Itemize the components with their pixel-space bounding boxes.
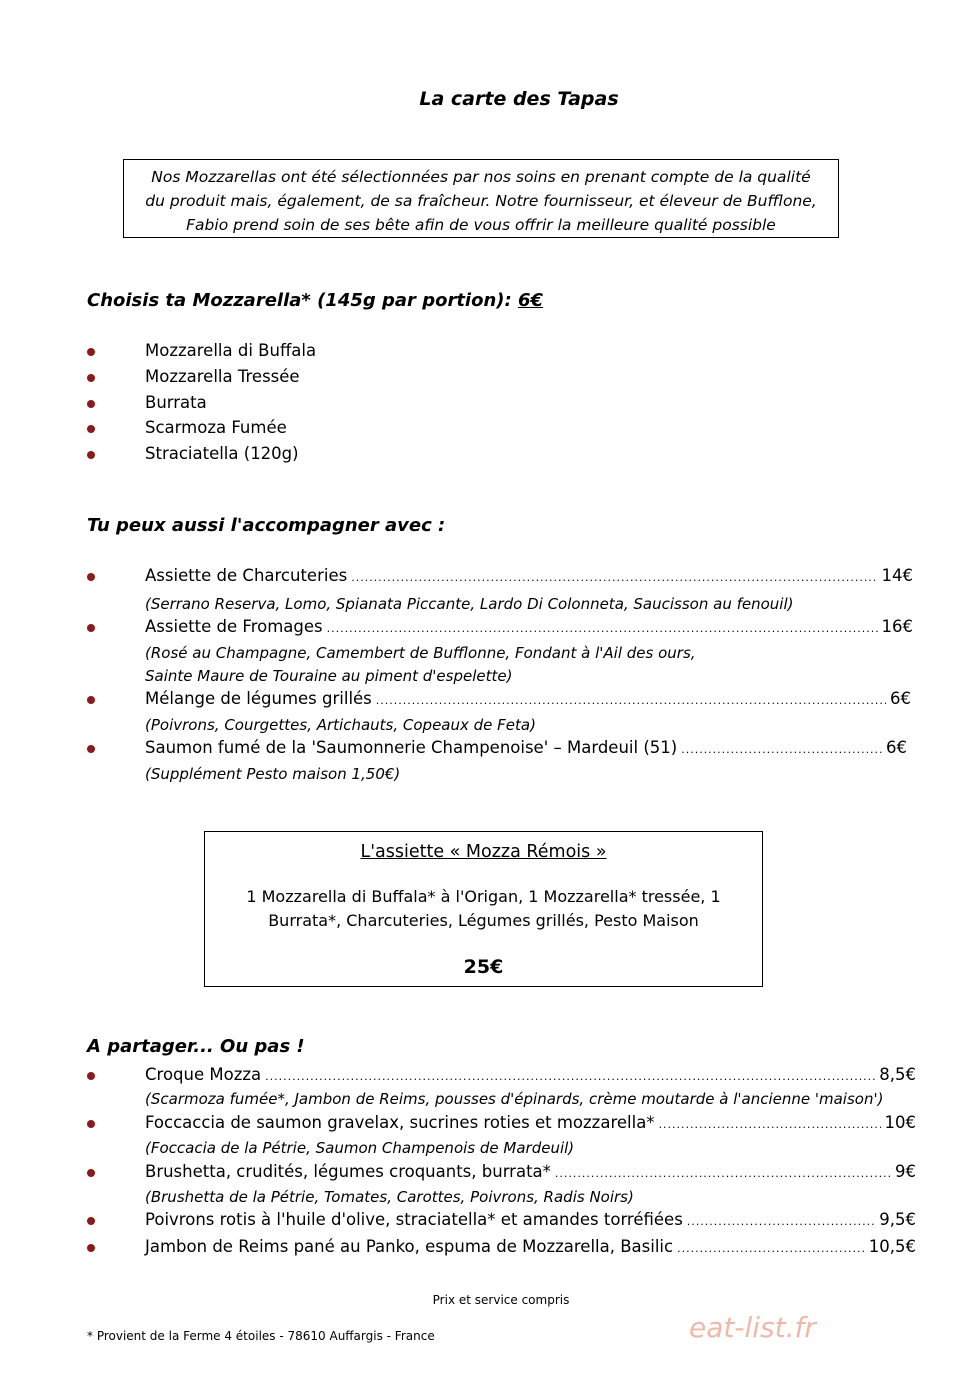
menu-item-price: 16€ bbox=[881, 617, 913, 636]
origin-footnote: * Provient de la Ferme 4 étoiles - 78610 Auffargis - France bbox=[87, 1329, 435, 1343]
menu-item-price: 10,5€ bbox=[868, 1237, 916, 1256]
menu-item-details: Sainte Maure de Touraine au piment d'espelette) bbox=[145, 667, 513, 685]
menu-item-price: 9€ bbox=[895, 1162, 916, 1181]
menu-item-legumes bbox=[145, 689, 911, 708]
leader-dots bbox=[687, 1215, 875, 1228]
combo-description bbox=[205, 885, 762, 933]
menu-item-details: (Scarmoza fumée*, Jambon de Reims, pousses d'épinards, crème moutarde à l'ancienne 'maison') bbox=[145, 1090, 884, 1108]
menu-item-foccaccia bbox=[145, 1113, 916, 1132]
menu-item-name: Croque Mozza bbox=[145, 1065, 262, 1084]
combo-title: L'assiette « Mozza Rémois » bbox=[360, 842, 607, 862]
accompagner-heading: Tu peux aussi l'accompagner avec : bbox=[87, 515, 446, 536]
menu-item-fromages bbox=[145, 617, 913, 636]
mozzarella-item: Burrata bbox=[145, 393, 207, 412]
bullet-icon bbox=[87, 573, 95, 581]
mozzarella-item: Scarmoza Fumée bbox=[145, 418, 287, 437]
bullet-icon bbox=[87, 1244, 95, 1252]
mozzarella-item: Straciatella (120g) bbox=[145, 444, 299, 463]
menu-item-price: 8,5€ bbox=[879, 1065, 916, 1084]
menu-item-name: Brushetta, crudités, légumes croquants, burrata* bbox=[145, 1162, 551, 1181]
combo-box bbox=[204, 831, 763, 987]
menu-item-price: 6€ bbox=[890, 689, 911, 708]
bullet-icon bbox=[87, 425, 95, 433]
mozzarella-heading-text: Choisis ta Mozzarella* (145g par portion): bbox=[87, 290, 512, 311]
mozzarella-item: Mozzarella di Buffala bbox=[145, 341, 317, 360]
leader-dots bbox=[555, 1167, 891, 1180]
menu-item-saumon bbox=[145, 738, 907, 757]
leader-dots bbox=[265, 1070, 875, 1083]
menu-item-details: (Rosé au Champagne, Camembert de Bufflonne, Fondant à l'Ail des ours, bbox=[145, 644, 696, 662]
page-title: La carte des Tapas bbox=[419, 88, 619, 110]
menu-item-details: (Brushetta de la Pétrie, Tomates, Carottes, Poivrons, Radis Noirs) bbox=[145, 1188, 634, 1206]
combo-desc-line: 1 Mozzarella di Buffala* à l'Origan, 1 Mozzarella* tressée, 1 bbox=[246, 887, 721, 906]
leader-dots bbox=[659, 1118, 881, 1131]
menu-item-name: Assiette de Fromages bbox=[145, 617, 323, 636]
menu-item-jambon bbox=[145, 1237, 916, 1256]
menu-item-details: (Serrano Reserva, Lomo, Spianata Piccante, Lardo Di Colonneta, Saucisson au fenouil) bbox=[145, 595, 794, 613]
leader-dots bbox=[351, 571, 877, 584]
menu-item-name: Foccaccia de saumon gravelax, sucrines roties et mozzarella* bbox=[145, 1113, 655, 1132]
combo-desc-line: Burrata*, Charcuteries, Légumes grillés, Pesto Maison bbox=[268, 911, 699, 930]
menu-item-price: 10€ bbox=[884, 1113, 916, 1132]
bullet-icon bbox=[87, 1169, 95, 1177]
bullet-icon bbox=[87, 745, 95, 753]
bullet-icon bbox=[87, 1072, 95, 1080]
menu-item-price: 9,5€ bbox=[879, 1210, 916, 1229]
menu-item-name: Poivrons rotis à l'huile d'olive, straciatella* et amandes torréfiées bbox=[145, 1210, 683, 1229]
menu-item-details: (Poivrons, Courgettes, Artichauts, Copeaux de Feta) bbox=[145, 716, 536, 734]
intro-box bbox=[123, 159, 839, 238]
mozzarella-heading bbox=[87, 290, 543, 311]
menu-item-name: Jambon de Reims pané au Panko, espuma de Mozzarella, Basilic bbox=[145, 1237, 674, 1256]
intro-line: du produit mais, également, de sa fraîcheur. Notre fournisseur, et éleveur de Bufflone, bbox=[145, 192, 817, 210]
bullet-icon bbox=[87, 400, 95, 408]
intro-line: Nos Mozzarellas ont été sélectionnées par nos soins en prenant compte de la qualité bbox=[151, 168, 811, 186]
menu-item-price: 6€ bbox=[886, 738, 907, 757]
leader-dots bbox=[376, 694, 886, 707]
bullet-icon bbox=[87, 374, 95, 382]
menu-item-price: 14€ bbox=[881, 566, 913, 585]
menu-item-name: Assiette de Charcuteries bbox=[145, 566, 348, 585]
menu-item-name: Mélange de légumes grillés bbox=[145, 689, 372, 708]
mozzarella-price: 6€ bbox=[518, 290, 544, 311]
bullet-icon bbox=[87, 1120, 95, 1128]
bullet-icon bbox=[87, 348, 95, 356]
menu-item-poivrons bbox=[145, 1210, 916, 1229]
bullet-icon bbox=[87, 451, 95, 459]
intro-line: Fabio prend soin de ses bête afin de vous offrir la meilleure qualité possible bbox=[186, 216, 776, 234]
partager-heading: A partager... Ou pas ! bbox=[87, 1036, 305, 1057]
menu-item-details: (Foccacia de la Pétrie, Saumon Champenois de Mardeuil) bbox=[145, 1139, 575, 1157]
watermark: eat-list.fr bbox=[689, 1311, 816, 1344]
leader-dots bbox=[681, 743, 882, 756]
bullet-icon bbox=[87, 696, 95, 704]
leader-dots bbox=[677, 1242, 865, 1255]
combo-price: 25€ bbox=[463, 956, 504, 978]
bullet-icon bbox=[87, 1217, 95, 1225]
menu-item-charcuteries bbox=[145, 566, 913, 585]
bullet-icon bbox=[87, 624, 95, 632]
price-note: Prix et service compris bbox=[432, 1293, 570, 1307]
mozzarella-item: Mozzarella Tressée bbox=[145, 367, 300, 386]
menu-item-details: (Supplément Pesto maison 1,50€) bbox=[145, 765, 401, 783]
leader-dots bbox=[327, 622, 878, 635]
menu-item-name: Saumon fumé de la 'Saumonnerie Champenoise' – Mardeuil (51) bbox=[145, 738, 678, 757]
menu-item-croque bbox=[145, 1065, 916, 1084]
menu-item-brushetta bbox=[145, 1162, 916, 1181]
